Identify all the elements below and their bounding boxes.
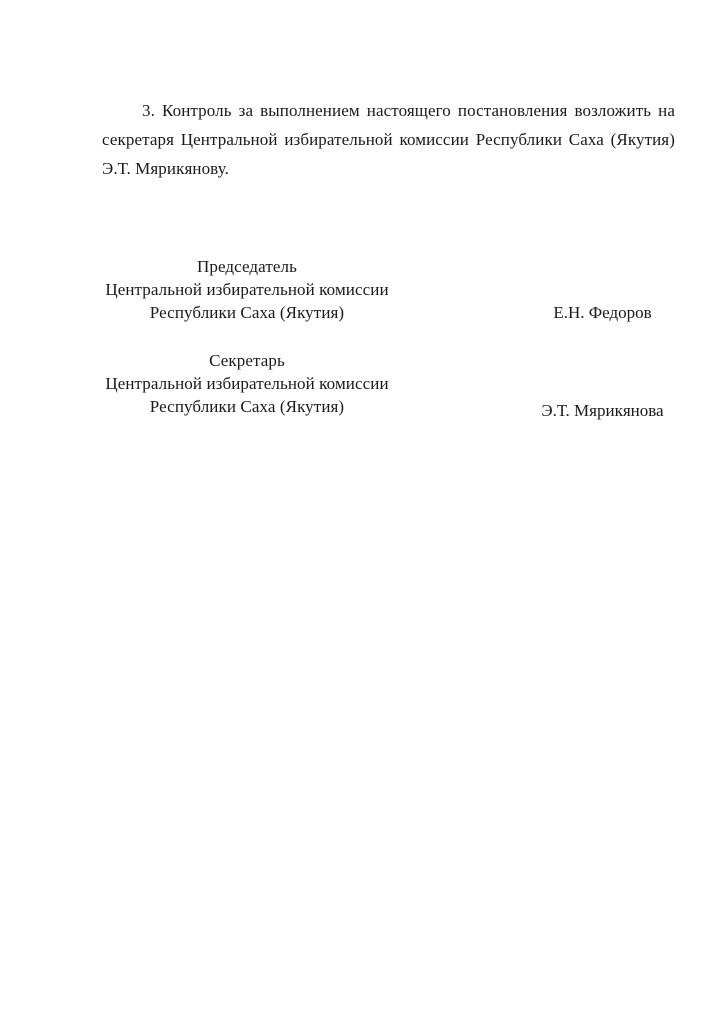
signature-section	[102, 255, 675, 418]
body-paragraph: 3. Контроль за выполнением настоящего постановления возложить на секретаря Центральной избирательной комиссии Республики Саха (Якутия) Э.Т. Мярикянову.	[102, 101, 675, 178]
signature-block-chairman	[102, 255, 675, 324]
signature-name-secretary: Э.Т. Мярикянова	[541, 401, 664, 420]
signature-title-line: Председатель	[197, 257, 297, 276]
signature-title-chairman	[102, 255, 392, 324]
signature-title-line: Республики Саха (Якутия)	[149, 303, 345, 322]
signature-title-secretary	[102, 349, 392, 418]
signature-name-chairman: Е.Н. Федоров	[553, 303, 652, 322]
signature-block-secretary	[102, 349, 675, 418]
signature-title-line: Центральной избирательной комиссии	[105, 374, 389, 393]
signature-title-line: Республики Саха (Якутия)	[149, 397, 345, 416]
signature-title-line: Центральной избирательной комиссии	[105, 280, 389, 299]
signature-title-line: Секретарь	[209, 351, 285, 370]
